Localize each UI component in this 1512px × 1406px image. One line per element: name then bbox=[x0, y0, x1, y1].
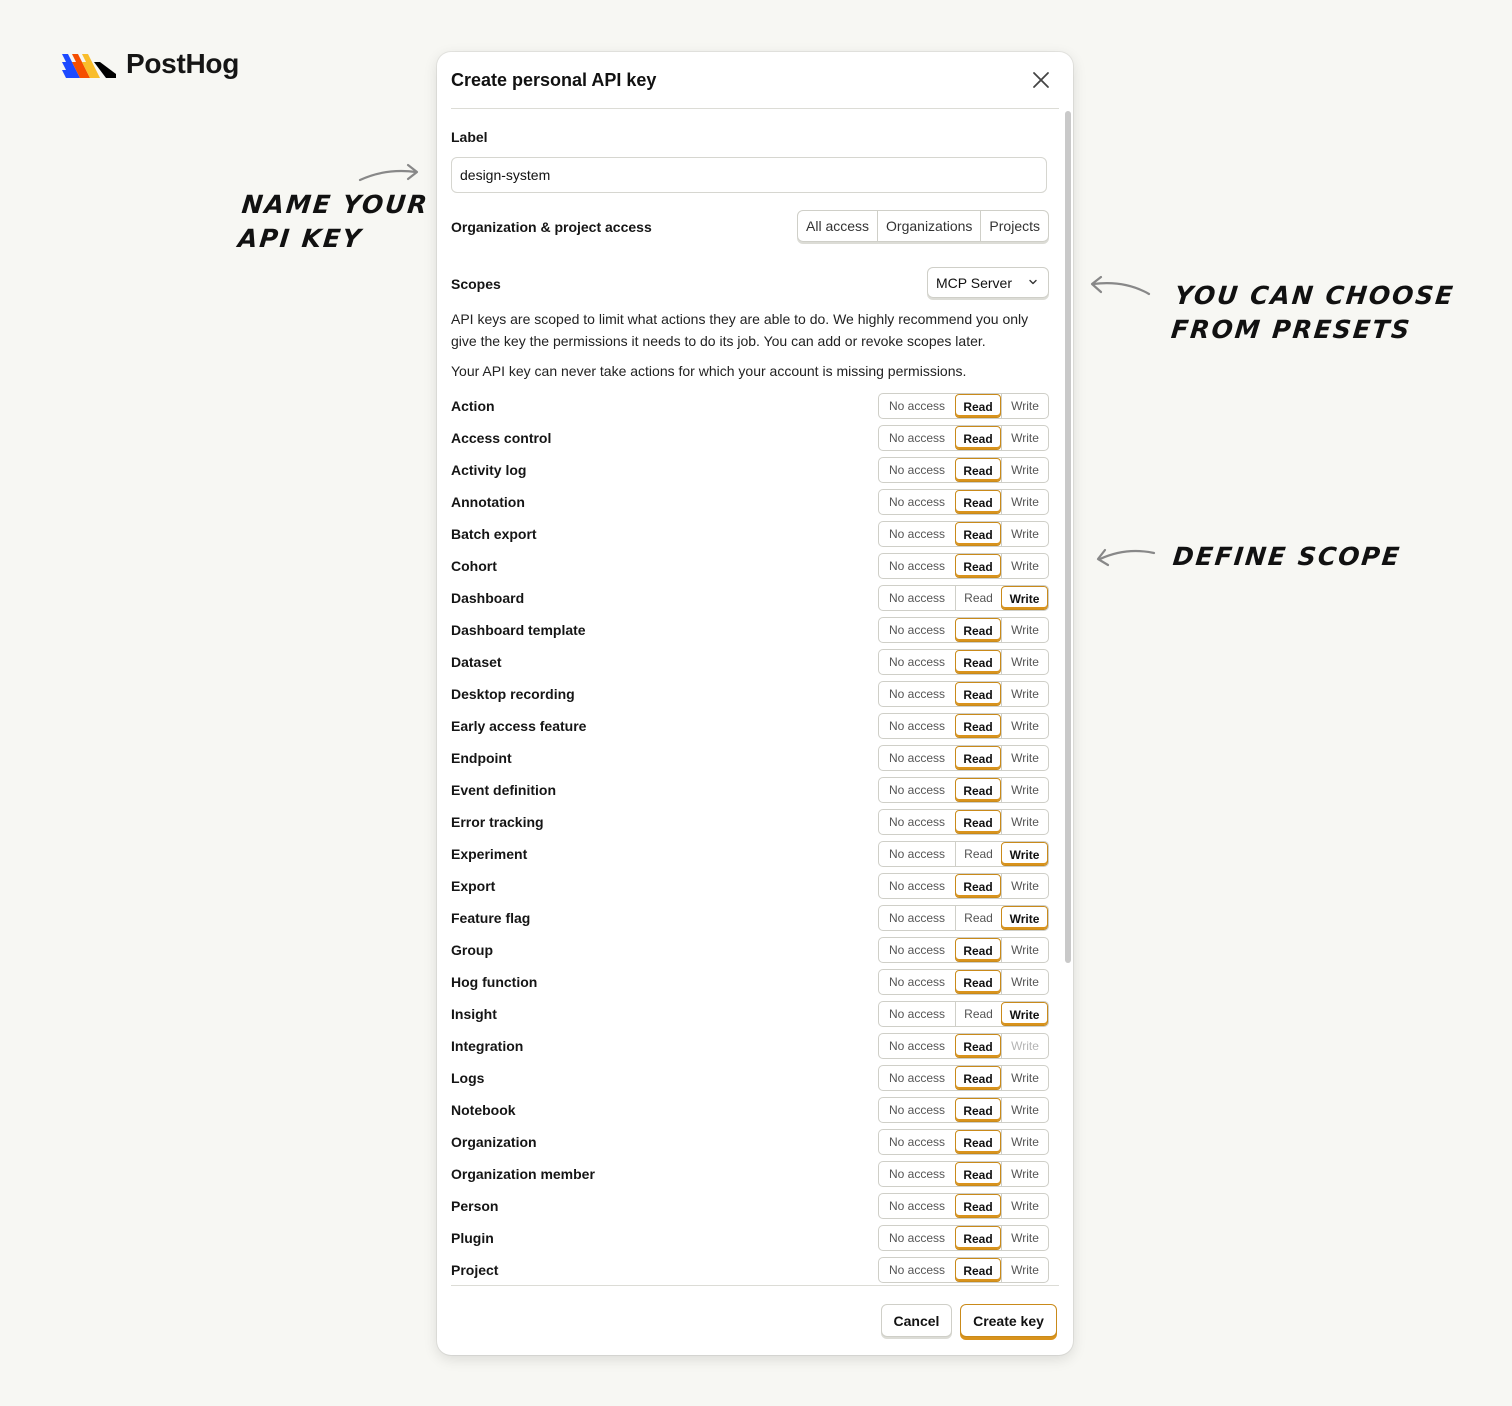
scope-option-no-access[interactable]: No access bbox=[888, 911, 946, 925]
scope-option-write[interactable]: Write bbox=[1001, 842, 1048, 866]
annotation-presets bbox=[1169, 279, 1456, 347]
scope-name: Event definition bbox=[451, 782, 556, 798]
scope-access-toggle bbox=[878, 937, 1049, 963]
scope-row bbox=[451, 425, 1049, 451]
arrow-right-icon bbox=[356, 160, 426, 188]
modal-title: Create personal API key bbox=[451, 70, 657, 90]
scope-row bbox=[451, 1097, 1049, 1123]
scope-option-write[interactable]: Write bbox=[1001, 714, 1048, 738]
scope-name: Logs bbox=[451, 1070, 485, 1086]
scope-row bbox=[451, 681, 1049, 707]
scope-option-no-access[interactable]: No access bbox=[888, 1103, 946, 1117]
scope-option-no-access[interactable]: No access bbox=[888, 623, 946, 637]
scope-option-no-access[interactable]: No access bbox=[888, 655, 946, 669]
scope-option-no-access[interactable]: No access bbox=[888, 719, 946, 733]
scope-option-read[interactable]: Read bbox=[955, 810, 1001, 834]
scope-option-write[interactable]: Write bbox=[1001, 746, 1048, 770]
scope-name: Plugin bbox=[451, 1230, 494, 1246]
preset-select-value: MCP Server bbox=[936, 275, 1012, 291]
scope-option-no-access[interactable]: No access bbox=[888, 847, 946, 861]
scope-access-toggle bbox=[878, 1065, 1049, 1091]
scope-name: Insight bbox=[451, 1006, 497, 1022]
scope-option-write[interactable]: Write bbox=[1001, 682, 1048, 706]
scope-name: Batch export bbox=[451, 526, 537, 542]
scope-option-write[interactable]: Write bbox=[1001, 1130, 1048, 1154]
scope-option-no-access[interactable]: No access bbox=[888, 1167, 946, 1181]
scope-row bbox=[451, 873, 1049, 899]
close-icon[interactable] bbox=[1027, 66, 1055, 94]
scope-name: Dashboard bbox=[451, 590, 525, 606]
scope-option-read[interactable]: Read bbox=[955, 554, 1001, 578]
scope-option-write[interactable]: Write bbox=[1001, 1098, 1048, 1122]
scrollbar-thumb[interactable] bbox=[1065, 111, 1071, 963]
scope-option-read[interactable]: Read bbox=[955, 426, 1001, 450]
scope-option-no-access[interactable]: No access bbox=[888, 783, 946, 797]
scope-name: Access control bbox=[451, 430, 552, 446]
scope-option-read[interactable]: Read bbox=[955, 650, 1001, 674]
scope-option-read[interactable]: Read bbox=[955, 1066, 1001, 1090]
scope-row bbox=[451, 457, 1049, 483]
scope-name: Notebook bbox=[451, 1102, 516, 1118]
scope-row bbox=[451, 1065, 1049, 1091]
scope-access-toggle bbox=[878, 745, 1049, 771]
scope-row bbox=[451, 777, 1049, 803]
scope-name: Dataset bbox=[451, 654, 502, 670]
scope-option-write[interactable]: Write bbox=[1001, 810, 1048, 834]
scope-option-write[interactable]: Write bbox=[1001, 394, 1048, 418]
scope-row bbox=[451, 1033, 1049, 1059]
scope-access-toggle bbox=[878, 489, 1049, 515]
scope-name: Dashboard template bbox=[451, 622, 586, 638]
chevron-down-icon bbox=[1028, 277, 1038, 287]
scope-name: Export bbox=[451, 878, 496, 894]
scope-option-write[interactable]: Write bbox=[1001, 554, 1048, 578]
scope-row bbox=[451, 809, 1049, 835]
scope-access-toggle bbox=[878, 521, 1049, 547]
scope-access-toggle bbox=[878, 617, 1049, 643]
scope-name: Person bbox=[451, 1198, 499, 1214]
scope-name: Activity log bbox=[451, 462, 527, 478]
scope-option-no-access[interactable]: No access bbox=[888, 495, 946, 509]
scope-row bbox=[451, 1257, 1049, 1283]
modal-header bbox=[451, 52, 1059, 109]
scope-access-toggle bbox=[878, 553, 1049, 579]
scope-option-write[interactable]: Write bbox=[1001, 1066, 1048, 1090]
scope-option-no-access[interactable]: No access bbox=[888, 815, 946, 829]
scope-name: Group bbox=[451, 942, 493, 958]
scope-preset-select[interactable] bbox=[927, 267, 1049, 298]
scope-option-no-access[interactable]: No access bbox=[888, 559, 946, 573]
scope-option-write[interactable]: Write bbox=[1001, 618, 1048, 642]
scope-option-write[interactable]: Write bbox=[1001, 1034, 1048, 1058]
scope-option-no-access[interactable]: No access bbox=[888, 591, 946, 605]
annotation-define-scope bbox=[1171, 540, 1402, 574]
access-option-organizations[interactable]: Organizations bbox=[877, 211, 980, 241]
scope-option-read[interactable]: Read bbox=[955, 970, 1001, 994]
scope-name: Feature flag bbox=[451, 910, 531, 926]
scope-option-no-access[interactable]: No access bbox=[888, 943, 946, 957]
scope-option-read[interactable]: Read bbox=[955, 490, 1001, 514]
scope-access-toggle bbox=[878, 393, 1049, 419]
annotation-line: YOU CAN CHOOSE bbox=[1173, 281, 1457, 310]
scope-option-write[interactable]: Write bbox=[1001, 522, 1048, 546]
scope-option-write[interactable]: Write bbox=[1001, 650, 1048, 674]
scope-option-no-access[interactable]: No access bbox=[888, 1263, 946, 1277]
scope-option-no-access[interactable]: No access bbox=[888, 431, 946, 445]
scope-row bbox=[451, 585, 1049, 611]
scope-option-no-access[interactable]: No access bbox=[888, 975, 946, 989]
scope-option-read[interactable]: Read bbox=[955, 842, 1001, 866]
scope-name: Early access feature bbox=[451, 718, 587, 734]
scope-option-read[interactable]: Read bbox=[955, 586, 1001, 610]
scope-access-toggle bbox=[878, 425, 1049, 451]
scope-access-toggle bbox=[878, 777, 1049, 803]
access-title: Organization & project access bbox=[451, 219, 652, 235]
scopes-permission-note: Your API key can never take actions for which your account is missing permissions. bbox=[451, 363, 967, 379]
cancel-button[interactable]: Cancel bbox=[881, 1304, 952, 1337]
scope-option-write[interactable]: Write bbox=[1001, 426, 1048, 450]
scope-row bbox=[451, 1193, 1049, 1219]
scope-option-read[interactable]: Read bbox=[955, 458, 1001, 482]
scope-row bbox=[451, 1001, 1049, 1027]
scope-name: Integration bbox=[451, 1038, 524, 1054]
scope-option-write[interactable]: Write bbox=[1001, 1194, 1048, 1218]
scope-access-toggle bbox=[878, 1033, 1049, 1059]
scope-option-read[interactable]: Read bbox=[955, 1226, 1001, 1250]
scope-option-write[interactable]: Write bbox=[1001, 586, 1048, 610]
annotation-line: FROM PRESETS bbox=[1169, 315, 1413, 344]
scope-access-toggle bbox=[878, 905, 1049, 931]
scope-option-read[interactable]: Read bbox=[955, 1130, 1001, 1154]
scope-option-write[interactable]: Write bbox=[1001, 1162, 1048, 1186]
scope-option-read[interactable]: Read bbox=[955, 682, 1001, 706]
scope-option-read[interactable]: Read bbox=[955, 906, 1001, 930]
scope-option-read[interactable]: Read bbox=[955, 1002, 1001, 1026]
scope-access-toggle bbox=[878, 841, 1049, 867]
annotation-line: NAME YOUR bbox=[240, 190, 431, 219]
scope-option-read[interactable]: Read bbox=[955, 938, 1001, 962]
scope-name: Experiment bbox=[451, 846, 528, 862]
annotation-line: DEFINE SCOPE bbox=[1171, 542, 1403, 571]
scrollbar[interactable] bbox=[1063, 109, 1073, 1337]
scope-access-toggle bbox=[878, 809, 1049, 835]
scope-option-read[interactable]: Read bbox=[955, 522, 1001, 546]
scope-option-no-access[interactable]: No access bbox=[888, 399, 946, 413]
scope-row bbox=[451, 905, 1049, 931]
scope-option-no-access[interactable]: No access bbox=[888, 1039, 946, 1053]
scope-option-read[interactable]: Read bbox=[955, 1162, 1001, 1186]
access-option-projects[interactable]: Projects bbox=[980, 211, 1048, 241]
scope-row bbox=[451, 1225, 1049, 1251]
arrow-left-icon bbox=[1085, 272, 1155, 302]
scope-access-toggle bbox=[878, 1257, 1049, 1283]
scope-option-no-access[interactable]: No access bbox=[888, 1231, 946, 1245]
scope-name: Organization bbox=[451, 1134, 537, 1150]
scope-row bbox=[451, 937, 1049, 963]
scope-option-read[interactable]: Read bbox=[955, 618, 1001, 642]
scope-access-toggle bbox=[878, 681, 1049, 707]
scope-option-read[interactable]: Read bbox=[955, 714, 1001, 738]
posthog-logo bbox=[60, 48, 239, 80]
scope-option-write[interactable]: Write bbox=[1001, 938, 1048, 962]
scope-option-read[interactable]: Read bbox=[955, 874, 1001, 898]
scope-row bbox=[451, 745, 1049, 771]
scope-access-toggle bbox=[878, 1129, 1049, 1155]
scope-option-no-access[interactable]: No access bbox=[888, 879, 946, 893]
scope-option-read[interactable]: Read bbox=[955, 1034, 1001, 1058]
scope-row bbox=[451, 1161, 1049, 1187]
scope-name: Action bbox=[451, 398, 495, 414]
scope-access-toggle bbox=[878, 873, 1049, 899]
scope-option-read[interactable]: Read bbox=[955, 1258, 1001, 1282]
scope-access-toggle bbox=[878, 585, 1049, 611]
scope-name: Project bbox=[451, 1262, 499, 1278]
scope-name: Error tracking bbox=[451, 814, 544, 830]
scope-option-write[interactable]: Write bbox=[1001, 874, 1048, 898]
scope-name: Organization member bbox=[451, 1166, 595, 1182]
scope-option-no-access[interactable]: No access bbox=[888, 1071, 946, 1085]
scope-row bbox=[451, 1129, 1049, 1155]
scope-access-toggle bbox=[878, 1097, 1049, 1123]
scope-option-read[interactable]: Read bbox=[955, 1098, 1001, 1122]
scopes-description: API keys are scoped to limit what actions they are able to do. We highly recommend you only give the key the permissions it needs to do its job. You can add or revoke scopes later. bbox=[451, 311, 1029, 349]
access-option-all[interactable]: All access bbox=[806, 218, 870, 234]
posthog-hedgehog-logo-icon bbox=[60, 48, 116, 80]
scope-name: Annotation bbox=[451, 494, 525, 510]
scope-option-write[interactable]: Write bbox=[1001, 458, 1048, 482]
scope-option-no-access[interactable]: No access bbox=[888, 687, 946, 701]
scope-access-toggle bbox=[878, 969, 1049, 995]
arrow-left-icon bbox=[1090, 543, 1160, 573]
scope-row bbox=[451, 393, 1049, 419]
scope-name: Desktop recording bbox=[451, 686, 575, 702]
scope-access-toggle bbox=[878, 1161, 1049, 1187]
scope-option-no-access[interactable]: No access bbox=[888, 1199, 946, 1213]
scope-option-write[interactable]: Write bbox=[1001, 1226, 1048, 1250]
scope-row bbox=[451, 841, 1049, 867]
scope-option-no-access[interactable]: No access bbox=[888, 1007, 946, 1021]
scope-option-write[interactable]: Write bbox=[1001, 970, 1048, 994]
scope-row bbox=[451, 553, 1049, 579]
scope-option-no-access[interactable]: No access bbox=[888, 463, 946, 477]
scopes-title: Scopes bbox=[451, 276, 501, 292]
scope-option-write[interactable]: Write bbox=[1001, 906, 1048, 930]
scope-name: Endpoint bbox=[451, 750, 512, 766]
scope-option-read[interactable]: Read bbox=[955, 746, 1001, 770]
scope-row bbox=[451, 713, 1049, 739]
create-key-button[interactable]: Create key bbox=[960, 1304, 1057, 1337]
annotation-name-key bbox=[236, 188, 430, 256]
scope-option-read[interactable]: Read bbox=[955, 394, 1001, 418]
annotation-line: API KEY bbox=[236, 224, 365, 253]
create-api-key-modal bbox=[437, 52, 1073, 1355]
scope-option-write[interactable]: Write bbox=[1001, 1258, 1048, 1282]
scope-row bbox=[451, 489, 1049, 515]
scope-access-toggle bbox=[878, 1193, 1049, 1219]
scope-option-no-access[interactable]: No access bbox=[888, 751, 946, 765]
scope-row bbox=[451, 617, 1049, 643]
scope-name: Hog function bbox=[451, 974, 538, 990]
scope-option-write[interactable]: Write bbox=[1001, 1002, 1048, 1026]
label-input[interactable] bbox=[451, 157, 1047, 193]
scope-option-read[interactable]: Read bbox=[955, 778, 1001, 802]
scope-access-toggle bbox=[878, 713, 1049, 739]
scope-name: Cohort bbox=[451, 558, 497, 574]
scope-row bbox=[451, 649, 1049, 675]
posthog-wordmark: PostHog bbox=[126, 48, 240, 79]
scope-row bbox=[451, 521, 1049, 547]
scope-row bbox=[451, 969, 1049, 995]
access-segmented-control bbox=[797, 210, 1049, 242]
scope-access-toggle bbox=[878, 457, 1049, 483]
scope-option-write[interactable]: Write bbox=[1001, 490, 1048, 514]
scope-option-read[interactable]: Read bbox=[955, 1194, 1001, 1218]
scope-access-toggle bbox=[878, 1225, 1049, 1251]
label-field-title: Label bbox=[451, 129, 488, 145]
scope-option-no-access[interactable]: No access bbox=[888, 1135, 946, 1149]
scope-option-no-access[interactable]: No access bbox=[888, 527, 946, 541]
modal-footer bbox=[451, 1285, 1059, 1355]
scope-access-toggle bbox=[878, 1001, 1049, 1027]
scope-access-toggle bbox=[878, 649, 1049, 675]
scope-option-write[interactable]: Write bbox=[1001, 778, 1048, 802]
